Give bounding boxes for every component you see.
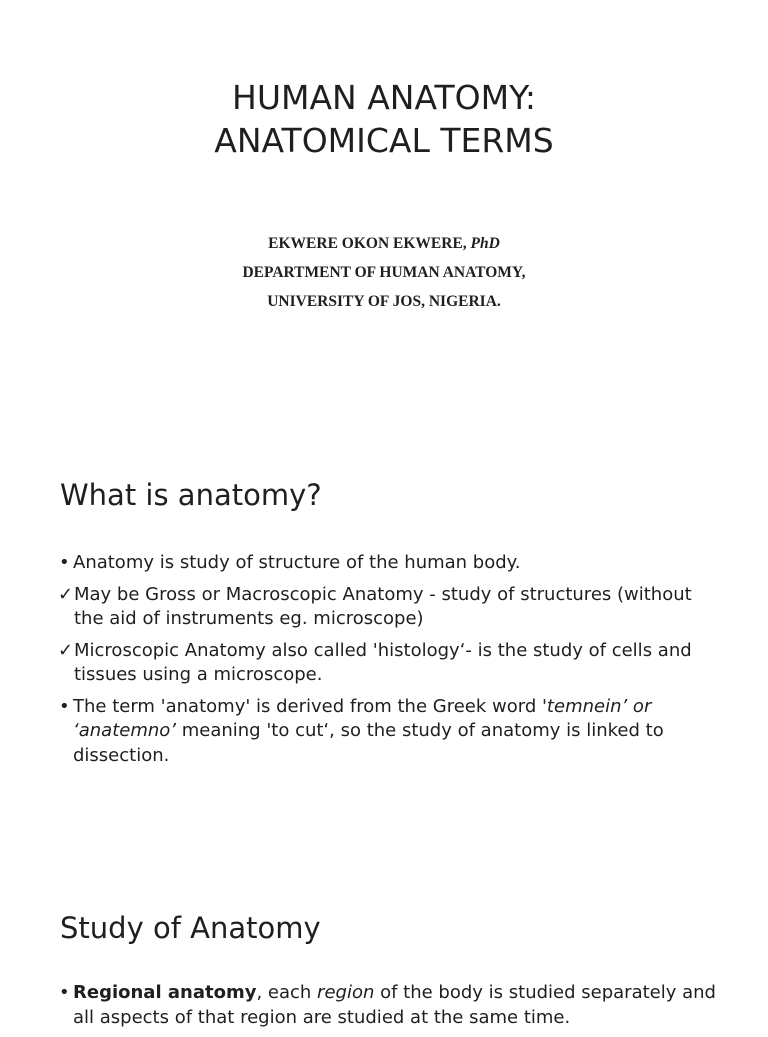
- author-name: EKWERE OKON EKWERE,: [268, 235, 467, 252]
- list-item-text: May be Gross or Macroscopic Anatomy - study of structures (without the aid of instruments eg. microscope): [74, 583, 692, 629]
- list-item-text-end: meaning 'to cut‘, so the study of anatomy is linked to dissection.: [73, 720, 664, 766]
- greek-word: 'temnein’ or ‘anatemno’: [73, 695, 652, 741]
- author-block: [0, 229, 768, 316]
- list-item-text-end: of the body is studied separately and all aspects of that region are studied at the same time.: [73, 982, 716, 1028]
- author-line: [0, 229, 768, 258]
- title-slide: [0, 0, 768, 432]
- list-item: [59, 639, 719, 688]
- term-region: region: [317, 982, 375, 1003]
- what-is-anatomy-slide: [0, 432, 768, 864]
- list-item: [59, 551, 719, 576]
- bullet-list: [59, 551, 719, 775]
- study-of-anatomy-slide: [0, 864, 768, 1028]
- list-item-text: Anatomy is study of structure of the human body.: [73, 552, 521, 573]
- slide-title: Study of Anatomy: [60, 911, 321, 945]
- list-item-text: Microscopic Anatomy also called 'histology‘- is the study of cells and tissues using a microscope.: [74, 639, 692, 685]
- university: UNIVERSITY OF JOS, NIGERIA.: [267, 293, 501, 310]
- presentation-title: [0, 76, 768, 162]
- title-line-1: HUMAN ANATOMY:: [232, 78, 536, 117]
- author-degree: PhD: [470, 235, 500, 252]
- bullet-icon: •: [59, 695, 70, 717]
- checkmark-icon: ✓: [58, 583, 74, 605]
- list-item: [59, 695, 719, 769]
- title-line-2: ANATOMICAL TERMS: [214, 121, 554, 160]
- list-item: [59, 583, 719, 632]
- list-item-text: , each: [256, 982, 318, 1003]
- bullet-icon: •: [59, 552, 70, 573]
- slide-title: What is anatomy?: [60, 478, 322, 512]
- checkmark-icon: ✓: [58, 639, 74, 661]
- bullet-icon: •: [59, 982, 70, 1003]
- list-item: [59, 981, 719, 1030]
- bullet-list: [59, 981, 719, 1037]
- department: DEPARTMENT OF HUMAN ANATOMY,: [242, 264, 526, 281]
- term-regional-anatomy: Regional anatomy: [73, 982, 257, 1003]
- list-item-text: The term 'anatomy' is derived from the Greek word: [73, 695, 542, 717]
